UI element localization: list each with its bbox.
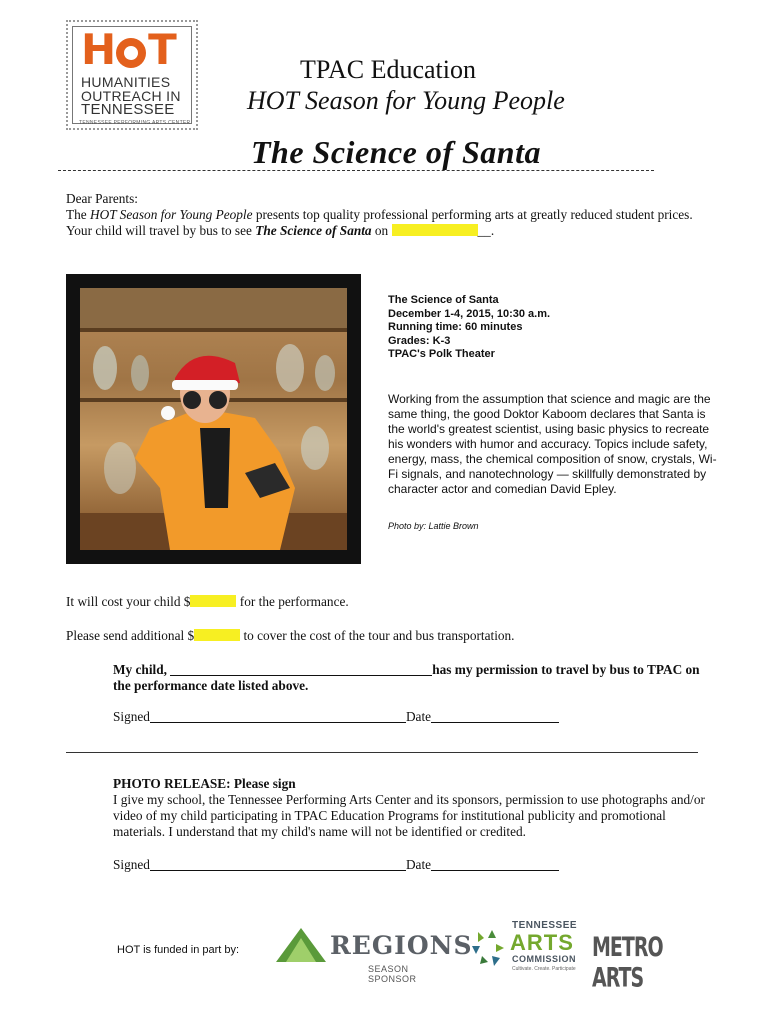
tn-arts-leaves-icon bbox=[470, 928, 506, 968]
permission-statement bbox=[113, 662, 713, 694]
photo-release-text: I give my school, the Tennessee Performing Arts Center and its sponsors, permission to use photographs and/or video of my child participating in TPAC Education Programs for institutional publicity and promotional materials. I understand that my child's name will not be identified or credited. bbox=[113, 792, 705, 839]
signature-line-photo bbox=[113, 857, 559, 873]
photo-illustration bbox=[80, 288, 347, 550]
hot-logo bbox=[66, 20, 198, 130]
intro-end: . bbox=[490, 223, 495, 238]
photo-release bbox=[113, 776, 713, 840]
show-grades: Grades: K-3 bbox=[388, 334, 451, 347]
photo-credit: Photo by: Lattie Brown bbox=[388, 521, 479, 531]
photo-signature-field[interactable] bbox=[150, 858, 406, 871]
logo-line-outreach: OUTREACH IN bbox=[81, 88, 181, 104]
signed-label: Signed bbox=[113, 857, 150, 872]
additional-prefix: Please send additional $ bbox=[66, 628, 195, 643]
metro-arts-name: METRO ARTS bbox=[592, 932, 663, 994]
doktor-kaboom-image bbox=[80, 288, 347, 550]
letter-intro bbox=[66, 207, 706, 239]
hot-logo-mark: H T bbox=[81, 25, 175, 74]
tn-arts-commission-logo bbox=[470, 920, 580, 980]
signed-label: Signed bbox=[113, 709, 150, 724]
date-label: Date bbox=[405, 709, 432, 724]
page-title: TPAC Education bbox=[300, 55, 476, 84]
regions-triangle-icon bbox=[276, 928, 326, 964]
show-venue: TPAC's Polk Theater bbox=[388, 348, 495, 360]
regions-logo bbox=[276, 926, 473, 984]
additional-suffix: to cover the cost of the tour and bus transportation. bbox=[240, 628, 515, 643]
intro-italic: HOT Season for Young People bbox=[90, 207, 253, 222]
tn-arts-main: ARTS bbox=[510, 930, 574, 955]
funded-by-text: HOT is funded in part by: bbox=[117, 944, 240, 956]
regions-sponsor-label: SEASON SPONSOR bbox=[368, 964, 417, 984]
intro-show-name: The Science of Santa bbox=[255, 223, 372, 238]
show-running-time: Running time: 60 minutes bbox=[388, 321, 523, 333]
logo-line-tennessee: TENNESSEE bbox=[81, 101, 175, 118]
dashed-divider bbox=[58, 170, 654, 171]
tn-arts-tagline: Cultivate. Create. Participate bbox=[512, 966, 576, 972]
date-blank-highlight[interactable] bbox=[392, 224, 478, 236]
signature-field[interactable] bbox=[150, 710, 406, 723]
logo-line-humanities: HUMANITIES bbox=[81, 74, 171, 90]
show-description: Working from the assumption that science and magic are the same thing, the good Doktor Kaboom declares that Santa is the world's greatest scientist, using basic physics to recreate his wonders with humor and accuracy. Topics include safety, energy, mass, the chemical composition of snow, crystals, Wi-Fi signals, and nanotechnology — skillfully demonstrated by character actor and comedian David Epley. bbox=[388, 392, 717, 496]
tn-arts-sub: COMMISSION bbox=[512, 954, 577, 964]
intro-blank: __ bbox=[477, 223, 491, 238]
page-subtitle: HOT Season for Young People bbox=[247, 86, 565, 115]
photo-date-field[interactable] bbox=[431, 858, 559, 871]
date-label: Date bbox=[405, 857, 432, 872]
logo-line-tpac: TENNESSEE PERFORMING ARTS CENTER bbox=[79, 120, 191, 126]
show-dates: December 1-4, 2015, 10:30 a.m. bbox=[388, 307, 551, 320]
intro-text-3: on bbox=[371, 223, 392, 238]
regions-name: REGIONS bbox=[330, 931, 473, 960]
photo-release-heading: PHOTO RELEASE: Please sign bbox=[113, 776, 296, 791]
show-photo bbox=[66, 274, 361, 564]
letter-greeting: Dear Parents: bbox=[66, 191, 138, 206]
child-name-field[interactable] bbox=[170, 663, 432, 676]
date-field[interactable] bbox=[431, 710, 559, 723]
show-info bbox=[388, 294, 718, 362]
show-name: The Science of Santa bbox=[388, 294, 499, 306]
cost-line bbox=[66, 594, 349, 610]
signature-line-permission bbox=[113, 709, 559, 725]
cost-amount-field[interactable] bbox=[190, 595, 236, 607]
section-divider bbox=[66, 752, 698, 753]
permission-suffix: has my permission to travel by bus to TPAC on the performance date listed above. bbox=[113, 662, 700, 693]
tn-arts-top: TENNESSEE bbox=[512, 920, 578, 931]
additional-cost-line bbox=[66, 628, 515, 644]
show-title: The Science of Santa bbox=[251, 134, 541, 170]
additional-amount-field[interactable] bbox=[194, 629, 240, 641]
intro-text-2: presents top quality professional performing arts at greatly reduced student prices. Your child will travel by bus to see bbox=[66, 207, 693, 238]
metro-arts-logo bbox=[592, 930, 686, 994]
intro-text-1: The bbox=[66, 207, 90, 222]
permission-prefix: My child, bbox=[113, 662, 171, 677]
cost-prefix: It will cost your child $ bbox=[66, 594, 191, 609]
cost-suffix: for the performance. bbox=[236, 594, 349, 609]
